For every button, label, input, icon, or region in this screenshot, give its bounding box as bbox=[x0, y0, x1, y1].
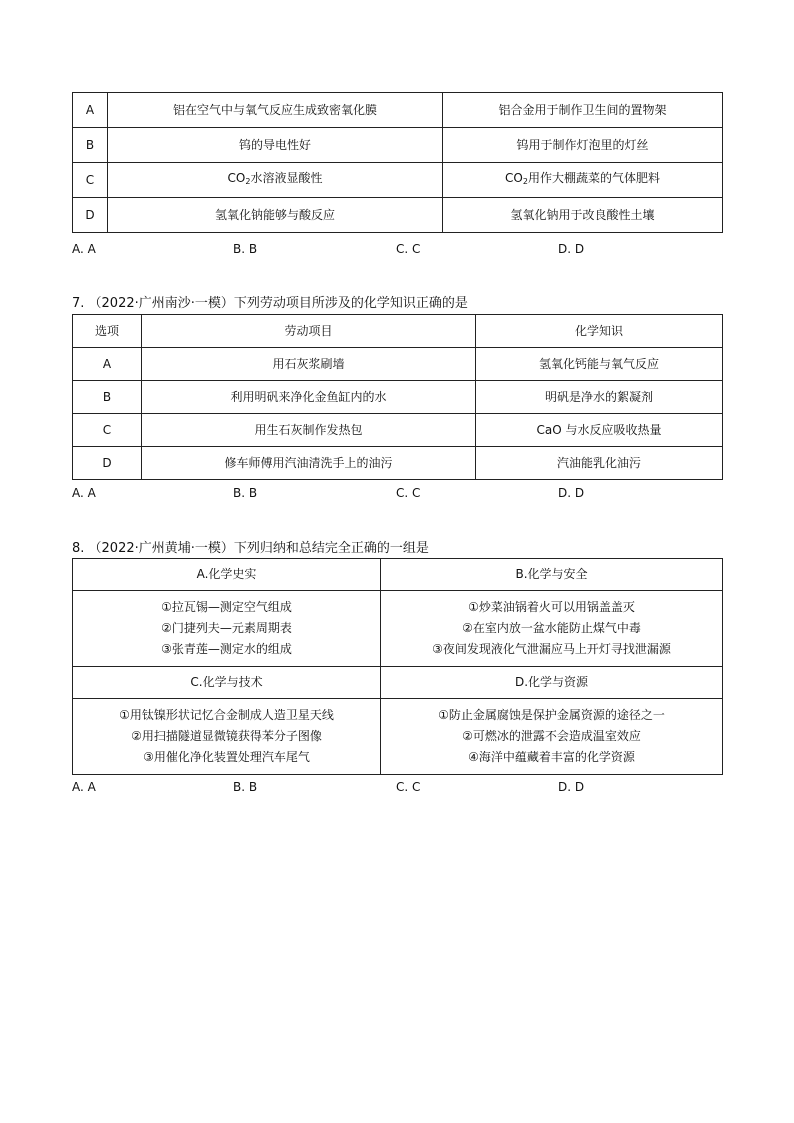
q8-cell-d bbox=[381, 699, 723, 775]
list-item: ①炒菜油锅着火可以用锅盖盖灭 bbox=[468, 600, 635, 614]
q8-header-b: B.化学与安全 bbox=[381, 559, 723, 591]
option-c[interactable]: C. C bbox=[396, 486, 421, 500]
table-row bbox=[73, 128, 723, 163]
table-header-row bbox=[73, 559, 723, 591]
list-item: ③张青莲—测定水的组成 bbox=[161, 642, 292, 656]
q8-table bbox=[72, 558, 723, 775]
q7-options bbox=[72, 486, 722, 504]
option-d[interactable]: D. D bbox=[558, 242, 585, 256]
option-a[interactable]: A. A bbox=[72, 780, 96, 794]
table-header-row bbox=[73, 667, 723, 699]
table-row bbox=[73, 699, 723, 775]
q7-header-option: 选项 bbox=[73, 315, 142, 348]
list-item: ②门捷列夫—元素周期表 bbox=[161, 621, 292, 635]
option-a[interactable]: A. A bbox=[72, 242, 96, 256]
q7-row-d-knowledge: 汽油能乳化油污 bbox=[476, 447, 723, 480]
table-row bbox=[73, 447, 723, 480]
q6-row-d-key: D bbox=[73, 198, 108, 233]
q7-header-project: 劳动项目 bbox=[142, 315, 476, 348]
q6-row-d-fact: 氢氧化钠能够与酸反应 bbox=[108, 198, 443, 233]
q8-options bbox=[72, 780, 722, 798]
q6-row-c-key: C bbox=[73, 163, 108, 198]
table-row bbox=[73, 163, 723, 198]
q8-cell-c bbox=[73, 699, 381, 775]
table-row bbox=[73, 591, 723, 667]
option-c[interactable]: C. C bbox=[396, 242, 421, 256]
q8-header-a: A.化学史实 bbox=[73, 559, 381, 591]
list-item: ②用扫描隧道显微镜获得苯分子图像 bbox=[131, 729, 322, 743]
q6-row-b-key: B bbox=[73, 128, 108, 163]
option-d[interactable]: D. D bbox=[558, 780, 585, 794]
q7-row-d-project: 修车师傅用汽油清洗手上的油污 bbox=[142, 447, 476, 480]
q6-row-b-fact: 钨的导电性好 bbox=[108, 128, 443, 163]
q6-table bbox=[72, 92, 723, 233]
table-row bbox=[73, 381, 723, 414]
q7-title: 7. （2022·广州南沙·一模）下列劳动项目所涉及的化学知识正确的是 bbox=[72, 296, 468, 311]
table-row bbox=[73, 198, 723, 233]
list-item: ②可燃冰的泄露不会造成温室效应 bbox=[462, 729, 641, 743]
q8-cell-b bbox=[381, 591, 723, 667]
list-item: ①用钛镍形状记忆合金制成人造卫星天线 bbox=[119, 708, 334, 722]
table-row bbox=[73, 93, 723, 128]
q7-header-knowledge: 化学知识 bbox=[476, 315, 723, 348]
option-b[interactable]: B. B bbox=[233, 780, 258, 794]
q7-row-b-key: B bbox=[73, 381, 142, 414]
q7-row-d-key: D bbox=[73, 447, 142, 480]
q8-cell-a bbox=[73, 591, 381, 667]
q6-row-b-use: 钨用于制作灯泡里的灯丝 bbox=[443, 128, 723, 163]
q8-header-d: D.化学与资源 bbox=[381, 667, 723, 699]
q6-row-c-fact: $CO_2$水溶液显酸性 bbox=[108, 163, 443, 198]
q7-row-a-knowledge: 氢氧化钙能与氧气反应 bbox=[476, 348, 723, 381]
list-item: ①拉瓦锡—测定空气组成 bbox=[161, 600, 292, 614]
q8-title: 8. （2022·广州黄埔·一模）下列归纳和总结完全正确的一组是 bbox=[72, 541, 429, 556]
q7-row-c-knowledge: CaO 与水反应吸收热量 bbox=[476, 414, 723, 447]
q7-row-c-key: C bbox=[73, 414, 142, 447]
option-b[interactable]: B. B bbox=[233, 486, 258, 500]
q7-row-a-project: 用石灰浆刷墙 bbox=[142, 348, 476, 381]
list-item: ④海洋中蕴藏着丰富的化学资源 bbox=[468, 750, 635, 764]
list-item: ①防止金属腐蚀是保护金属资源的途径之一 bbox=[438, 708, 665, 722]
table-row bbox=[73, 414, 723, 447]
q6-row-a-key: A bbox=[73, 93, 108, 128]
table-header-row bbox=[73, 315, 723, 348]
q6-row-d-use: 氢氧化钠用于改良酸性土壤 bbox=[443, 198, 723, 233]
q7-table bbox=[72, 314, 723, 480]
q8-header-c: C.化学与技术 bbox=[73, 667, 381, 699]
list-item: ③用催化净化装置处理汽车尾气 bbox=[143, 750, 310, 764]
q7-row-b-project: 利用明矾来净化金鱼缸内的水 bbox=[142, 381, 476, 414]
list-item: ②在室内放一盆水能防止煤气中毒 bbox=[462, 621, 641, 635]
option-c[interactable]: C. C bbox=[396, 780, 421, 794]
q7-row-b-knowledge: 明矾是净水的絮凝剂 bbox=[476, 381, 723, 414]
option-a[interactable]: A. A bbox=[72, 486, 96, 500]
option-d[interactable]: D. D bbox=[558, 486, 585, 500]
q6-row-a-fact: 铝在空气中与氧气反应生成致密氧化膜 bbox=[108, 93, 443, 128]
q6-row-a-use: 铝合金用于制作卫生间的置物架 bbox=[443, 93, 723, 128]
q6-options bbox=[72, 242, 722, 260]
list-item: ③夜间发现液化气泄漏应马上开灯寻找泄漏源 bbox=[432, 642, 671, 656]
table-row bbox=[73, 348, 723, 381]
q6-row-c-use: $CO_2$用作大棚蔬菜的气体肥料 bbox=[443, 163, 723, 198]
q7-row-c-project: 用生石灰制作发热包 bbox=[142, 414, 476, 447]
option-b[interactable]: B. B bbox=[233, 242, 258, 256]
q7-row-a-key: A bbox=[73, 348, 142, 381]
